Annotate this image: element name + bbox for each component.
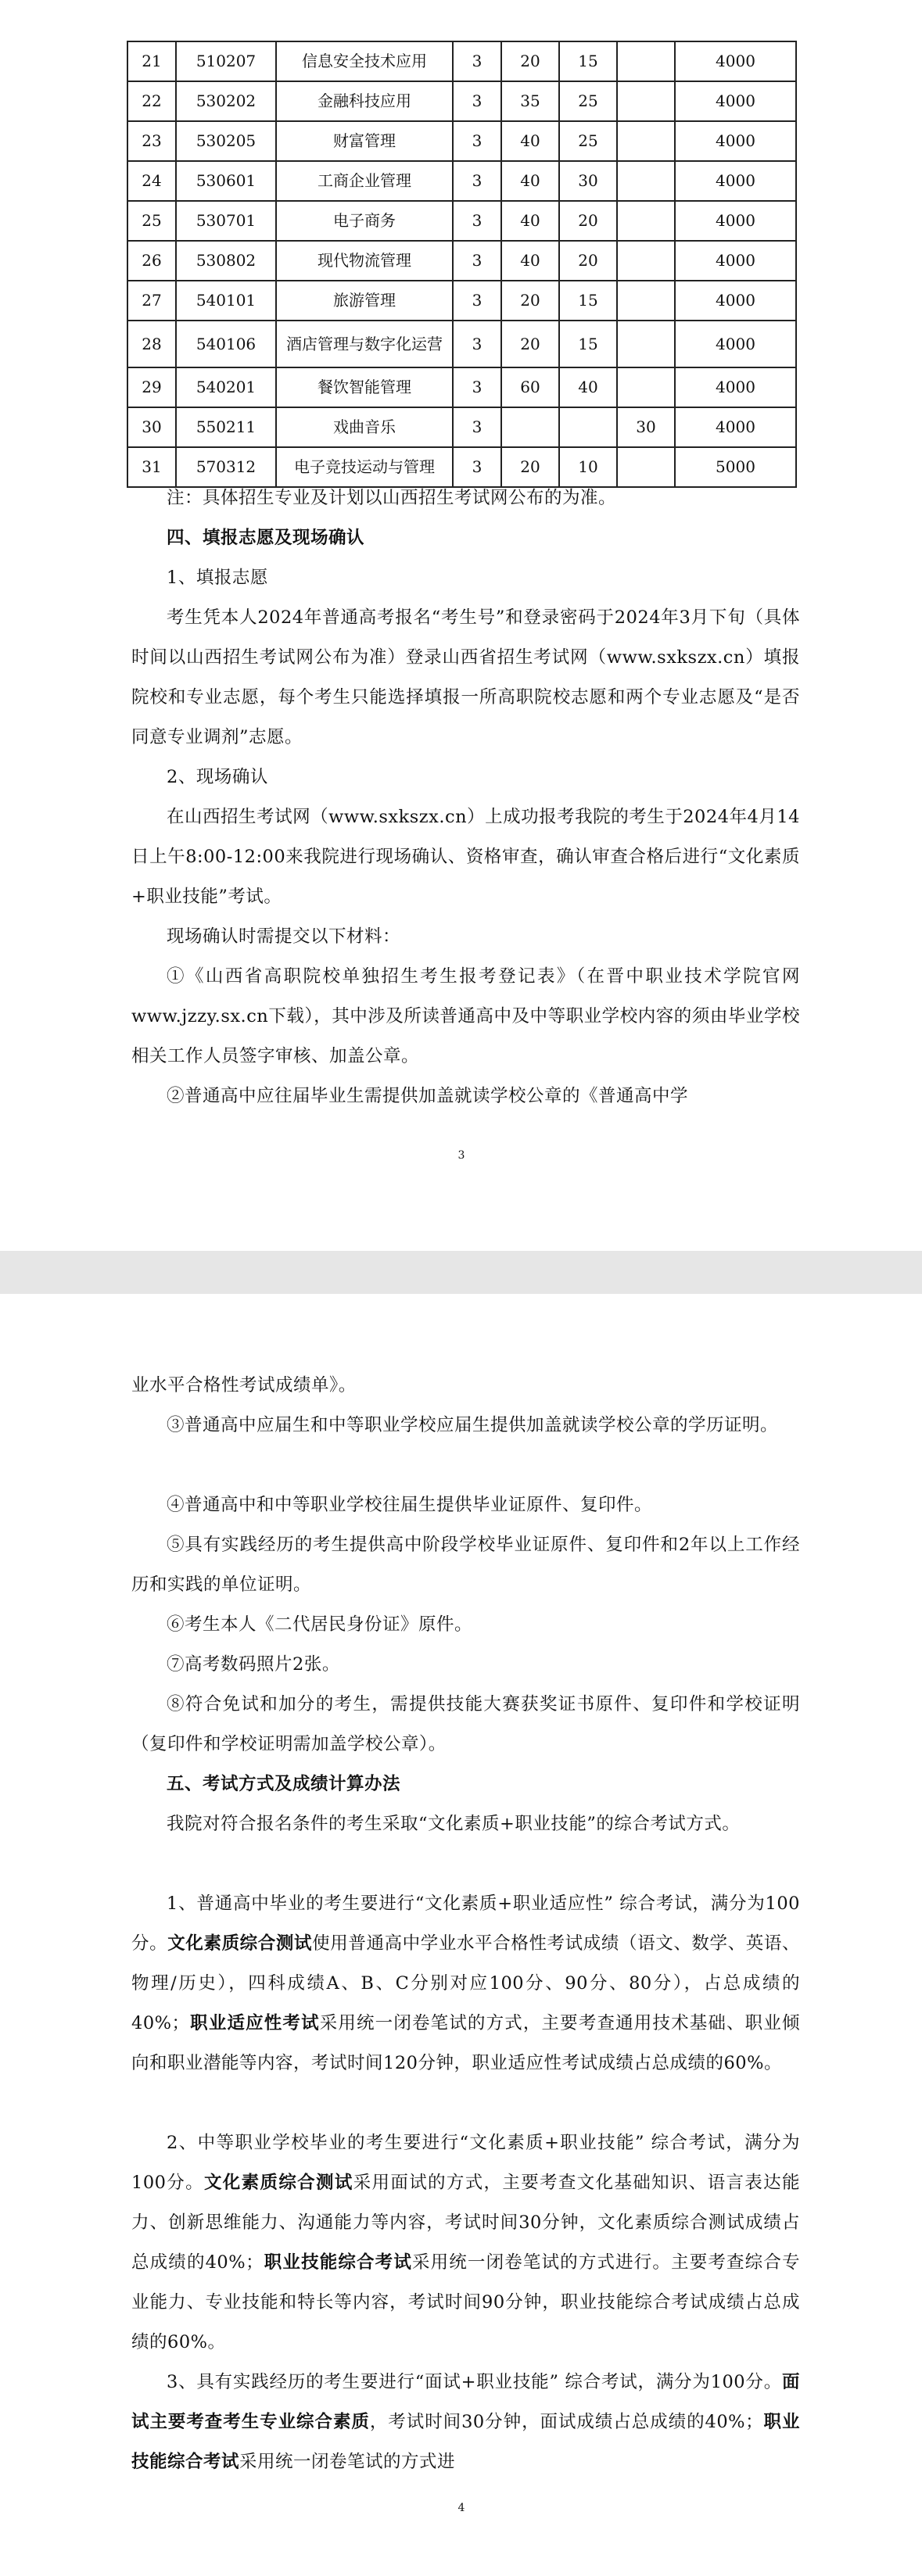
years-cell: 3 xyxy=(453,447,501,487)
row-number-cell: 22 xyxy=(127,81,176,121)
plan-count-cell-1: 60 xyxy=(501,367,559,407)
years-cell: 3 xyxy=(453,407,501,447)
plan-count-cell-2: 30 xyxy=(559,161,617,201)
plan-count-cell-1: 20 xyxy=(501,281,559,321)
plan-count-cell-3 xyxy=(617,81,675,121)
major-name-cell: 工商企业管理 xyxy=(276,161,453,201)
plan-count-cell-2: 15 xyxy=(559,281,617,321)
tuition-cell: 4000 xyxy=(675,241,796,281)
years-cell: 3 xyxy=(453,321,501,367)
row-number-cell: 25 xyxy=(127,201,176,241)
tuition-cell: 4000 xyxy=(675,121,796,161)
major-name-cell: 酒店管理与数字化运营 xyxy=(276,321,453,367)
plan-count-cell-3 xyxy=(617,241,675,281)
row-number-cell: 28 xyxy=(127,321,176,367)
major-code-cell: 550211 xyxy=(176,407,276,447)
material-item-1: ①《山西省高职院校单独招生考生报考登记表》（在晋中职业技术学院官网www.jzzy.sx.cn下载），其中涉及所读普通高中及中等职业学校内容的须由毕业学校相关工作人员签字审核、加盖公章。 xyxy=(131,966,800,1066)
plan-count-cell-1: 40 xyxy=(501,121,559,161)
row-number-cell: 23 xyxy=(127,121,176,161)
section-4-title: 四、填报志愿及现场确认 xyxy=(167,528,365,548)
row-number-cell: 21 xyxy=(127,41,176,81)
plan-count-cell-1: 20 xyxy=(501,447,559,487)
table-row xyxy=(127,41,796,81)
plan-count-cell-1: 40 xyxy=(501,201,559,241)
years-cell: 3 xyxy=(453,161,501,201)
major-name-cell: 电子商务 xyxy=(276,201,453,241)
page-number: 4 xyxy=(457,2502,465,2514)
row-number-cell: 26 xyxy=(127,241,176,281)
years-cell: 3 xyxy=(453,121,501,161)
major-code-cell: 510207 xyxy=(176,41,276,81)
tuition-cell: 4000 xyxy=(675,201,796,241)
plan-count-cell-2: 20 xyxy=(559,241,617,281)
page-number: 3 xyxy=(457,1149,465,1162)
material-item-2-end: 业水平合格性考试成绩单》。 xyxy=(131,1375,357,1395)
row-number-cell: 27 xyxy=(127,281,176,321)
tuition-cell: 4000 xyxy=(675,407,796,447)
plan-count-cell-3 xyxy=(617,121,675,161)
document-page-3 xyxy=(0,0,922,1251)
material-item-3: ③普通高中应届生和中等职业学校应届生提供加盖就读学校公章的学历证明。 xyxy=(167,1415,779,1435)
plan-count-cell-2: 15 xyxy=(559,321,617,367)
major-name-cell: 电子竞技运动与管理 xyxy=(276,447,453,487)
years-cell: 3 xyxy=(453,281,501,321)
major-code-cell: 570312 xyxy=(176,447,276,487)
major-name-cell: 旅游管理 xyxy=(276,281,453,321)
tuition-cell: 4000 xyxy=(675,81,796,121)
plan-count-cell-2: 25 xyxy=(559,81,617,121)
subsection-2-text: 在山西招生考试网（www.sxkszx.cn）上成功报考我院的考生于2024年4月14日上午8:00-12:00来我院进行现场确认、资格审查，确认审查合格后进行“文化素质+职业技能”考试。 xyxy=(131,807,800,907)
plan-count-cell-1: 40 xyxy=(501,241,559,281)
plan-count-cell-1: 20 xyxy=(501,321,559,367)
table-row xyxy=(127,121,796,161)
plan-count-cell-3 xyxy=(617,321,675,367)
plan-count-cell-1: 20 xyxy=(501,41,559,81)
major-name-cell: 金融科技应用 xyxy=(276,81,453,121)
material-item-5: ⑤具有实践经历的考生提供高中阶段学校毕业证原件、复印件和2年以上工作经历和实践的单位证明。 xyxy=(131,1535,800,1595)
plan-count-cell-2: 40 xyxy=(559,367,617,407)
exam-paragraph-1: 1、普通高中毕业的考生要进行“文化素质+职业适应性” 综合考试，满分为100分。文化素质综合测试使用普通高中学业水平合格性考试成绩（语文、数学、英语、物理/历史），四科成绩A、B、C分别对应100分、90分、80分），占总成绩的40%；职业适应性考试采用统一闭卷笔试的方式，主要考查通用技术基础、职业倾向和职业潜能等内容，考试时间120分钟，职业适应性考试成绩占总成绩的60%。 xyxy=(131,1893,800,2073)
plan-count-cell-2: 20 xyxy=(559,201,617,241)
plan-count-cell-3: 30 xyxy=(617,407,675,447)
exam-paragraph-2: 2、中等职业学校毕业的考生要进行“文化素质+职业技能” 综合考试，满分为100分。文化素质综合测试采用面试的方式，主要考查文化基础知识、语言表达能力、创新思维能力、沟通能力等内容，考试时间30分钟，文化素质综合测试成绩占总成绩的40%；职业技能综合考试采用统一闭卷笔试的方式进行。主要考查综合专业能力、专业技能和特长等内容，考试时间90分钟，职业技能综合考试成绩占总成绩的60%。 xyxy=(131,2133,800,2352)
row-number-cell: 31 xyxy=(127,447,176,487)
plan-count-cell-3 xyxy=(617,367,675,407)
major-code-cell: 530202 xyxy=(176,81,276,121)
plan-count-cell-3 xyxy=(617,281,675,321)
plan-count-cell-3 xyxy=(617,161,675,201)
major-code-cell: 540201 xyxy=(176,367,276,407)
material-item-4: ④普通高中和中等职业学校往届生提供毕业证原件、复印件。 xyxy=(167,1495,653,1515)
tuition-cell: 4000 xyxy=(675,161,796,201)
tuition-cell: 4000 xyxy=(675,281,796,321)
table-row xyxy=(127,161,796,201)
major-name-cell: 戏曲音乐 xyxy=(276,407,453,447)
document-page-4 xyxy=(0,1294,922,2576)
subsection-1-title: 1、填报志愿 xyxy=(167,568,268,588)
plan-count-cell-2: 25 xyxy=(559,121,617,161)
table-row xyxy=(127,201,796,241)
tuition-cell: 4000 xyxy=(675,321,796,367)
major-name-cell: 餐饮智能管理 xyxy=(276,367,453,407)
row-number-cell: 29 xyxy=(127,367,176,407)
major-name-cell: 现代物流管理 xyxy=(276,241,453,281)
plan-count-cell-2: 15 xyxy=(559,41,617,81)
years-cell: 3 xyxy=(453,41,501,81)
major-code-cell: 540106 xyxy=(176,321,276,367)
table-row xyxy=(127,81,796,121)
tuition-cell: 5000 xyxy=(675,447,796,487)
section-5-intro: 我院对符合报名条件的考生采取“文化素质+职业技能”的综合考试方式。 xyxy=(167,1814,741,1834)
plan-count-cell-3 xyxy=(617,41,675,81)
major-code-cell: 530601 xyxy=(176,161,276,201)
major-code-cell: 530802 xyxy=(176,241,276,281)
row-number-cell: 30 xyxy=(127,407,176,447)
subsection-2-title: 2、现场确认 xyxy=(167,767,268,787)
major-name-cell: 财富管理 xyxy=(276,121,453,161)
years-cell: 3 xyxy=(453,201,501,241)
material-item-6: ⑥考生本人《二代居民身份证》原件。 xyxy=(167,1614,473,1635)
page-separator xyxy=(0,1251,922,1294)
table-row xyxy=(127,321,796,367)
subsection-1-text: 考生凭本人2024年普通高考报名“考生号”和登录密码于2024年3月下旬（具体时间以山西招生考试网公布为准）登录山西省招生考试网（www.sxkszx.cn）填报院校和专业志愿，每个考生只能选择填报一所高职院校志愿和两个专业志愿及“是否同意专业调剂”志愿。 xyxy=(131,607,800,747)
material-item-2-start: ②普通高中应往届毕业生需提供加盖就读学校公章的《普通高中学 xyxy=(167,1086,689,1106)
years-cell: 3 xyxy=(453,81,501,121)
table-row xyxy=(127,367,796,407)
years-cell: 3 xyxy=(453,367,501,407)
major-code-cell: 530701 xyxy=(176,201,276,241)
major-code-cell: 530205 xyxy=(176,121,276,161)
materials-intro: 现场确认时需提交以下材料： xyxy=(167,926,401,947)
table-row xyxy=(127,281,796,321)
section-5-title: 五、考试方式及成绩计算办法 xyxy=(167,1774,401,1794)
plan-count-cell-2 xyxy=(559,407,617,447)
plan-count-cell-3 xyxy=(617,201,675,241)
material-item-7: ⑦高考数码照片2张。 xyxy=(167,1654,340,1675)
major-code-cell: 540101 xyxy=(176,281,276,321)
enrollment-plan-table xyxy=(127,41,797,488)
plan-count-cell-2: 10 xyxy=(559,447,617,487)
major-name-cell: 信息安全技术应用 xyxy=(276,41,453,81)
material-item-8: ⑧符合免试和加分的考生，需提供技能大赛获奖证书原件、复印件和学校证明（复印件和学校证明需加盖学校公章）。 xyxy=(131,1694,800,1754)
plan-count-cell-1: 40 xyxy=(501,161,559,201)
table-row xyxy=(127,241,796,281)
tuition-cell: 4000 xyxy=(675,41,796,81)
table-row xyxy=(127,407,796,447)
years-cell: 3 xyxy=(453,241,501,281)
table-note: 注：具体招生专业及计划以山西招生考试网公布的为准。 xyxy=(167,488,617,508)
tuition-cell: 4000 xyxy=(675,367,796,407)
row-number-cell: 24 xyxy=(127,161,176,201)
exam-paragraph-3: 3、具有实践经历的考生要进行“面试+职业技能” 综合考试，满分为100分。面试主要考查考生专业综合素质，考试时间30分钟，面试成绩占总成绩的40%；职业技能综合考试采用统一闭卷笔试的方式进 xyxy=(131,2372,800,2472)
plan-count-cell-1 xyxy=(501,407,559,447)
plan-count-cell-1: 35 xyxy=(501,81,559,121)
